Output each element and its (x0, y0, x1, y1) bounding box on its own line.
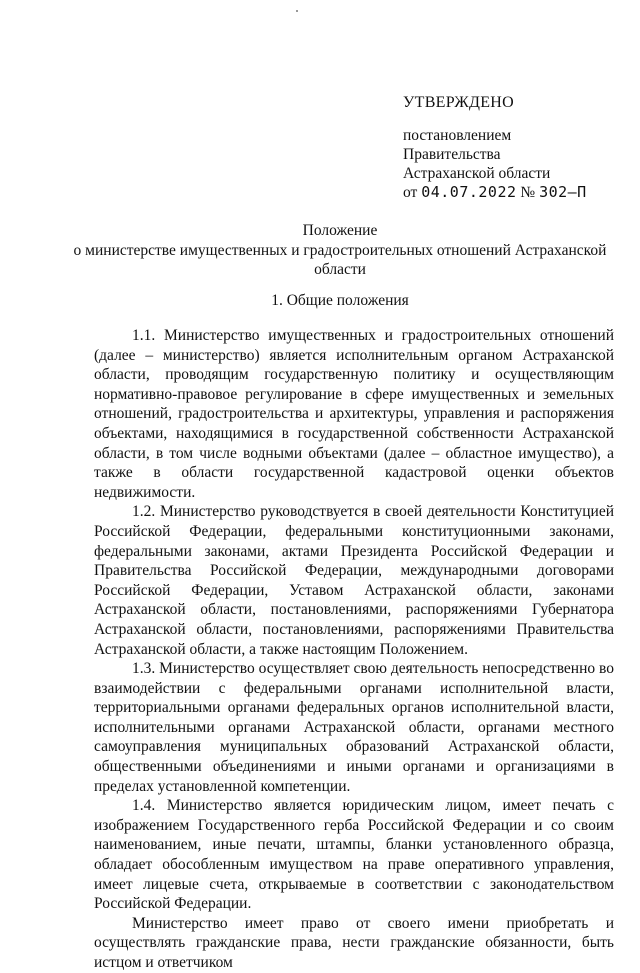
document-title: Положение (302, 222, 378, 239)
approval-number: 302–П (539, 183, 587, 201)
approval-date-line (403, 183, 623, 202)
paragraph-1-1: 1.1. Министерство имущественных и градостроительных отношений (далее – министерство) является исполнительным органом Астраханской области, проводящим государственную политику и осуществляющим нормативно-правовое регулирование в сфере имущественных и земельных отношений, градостроительства и архитектуры, управления и распоряжения объектами, находящимися в государственной собственности Астраханской области, в том числе водными объектами (далее – областное имущество), а также в области государственной кадастровой оценки объектов недвижимости. (94, 327, 614, 501)
approval-line-3: Астраханской области (403, 165, 551, 182)
approval-line-2: Правительства (403, 146, 501, 163)
approval-block (403, 93, 623, 202)
section-heading: 1. Общие положения (271, 292, 409, 309)
document-subtitle: о министерстве имущественных и градостроительных отношений Астраханской области (73, 241, 607, 278)
approval-date-prefix: от (403, 184, 422, 201)
paragraph-1-4: 1.4. Министерство является юридическим лицом, имеет печать с изображением Государственного герба Российской Федерации и со своим наименованием, иные печати, штампы, бланки установленного образца, обладает обособленным имуществом на праве оперативного управления, имеет лицевые счета, открываемые в соответствии с законодательством Российской Федерации. (94, 797, 614, 913)
paragraph-1-4-continued: Министерство имеет право от своего имени приобретать и осуществлять гражданские права, нести гражданские обязанности, быть истцом и ответчиком (94, 914, 614, 971)
approval-line-1: постановлением (403, 127, 512, 144)
approval-number-sign: № (516, 184, 540, 201)
document-title-block (60, 221, 620, 280)
approval-stamp: УТВЕРЖДЕНО (403, 94, 515, 111)
document-body (94, 326, 614, 973)
paragraph-1-2: 1.2. Министерство руководствуется в своей деятельности Конституцией Российской Федерации, федеральными конституционными законами, федеральными законами, актами Президента Российской Федерации и Правительства Российской Федерации, международными договорами Российской Федерации, Уставом Астраханской области, законами Астраханской области, постановлениями, распоряжениями Губернатора Астраханской области, постановлениями, распоряжениями Правительства Астраханской области, а также настоящим Положением. (94, 503, 614, 658)
paragraph-1-3: 1.3. Министерство осуществляет свою деятельность непосредственно во взаимодействии с федеральными органами исполнительной власти, территориальными органами федеральных органов исполнительной власти, исполнительными органами Астраханской области, органами местного самоуправления муниципальных образований Астраханской области, общественными объединениями и иными органами и организациями в пределах установленной компетенции. (94, 660, 614, 795)
scan-mark (296, 10, 298, 12)
approval-date: 04.07.2022 (421, 183, 517, 201)
